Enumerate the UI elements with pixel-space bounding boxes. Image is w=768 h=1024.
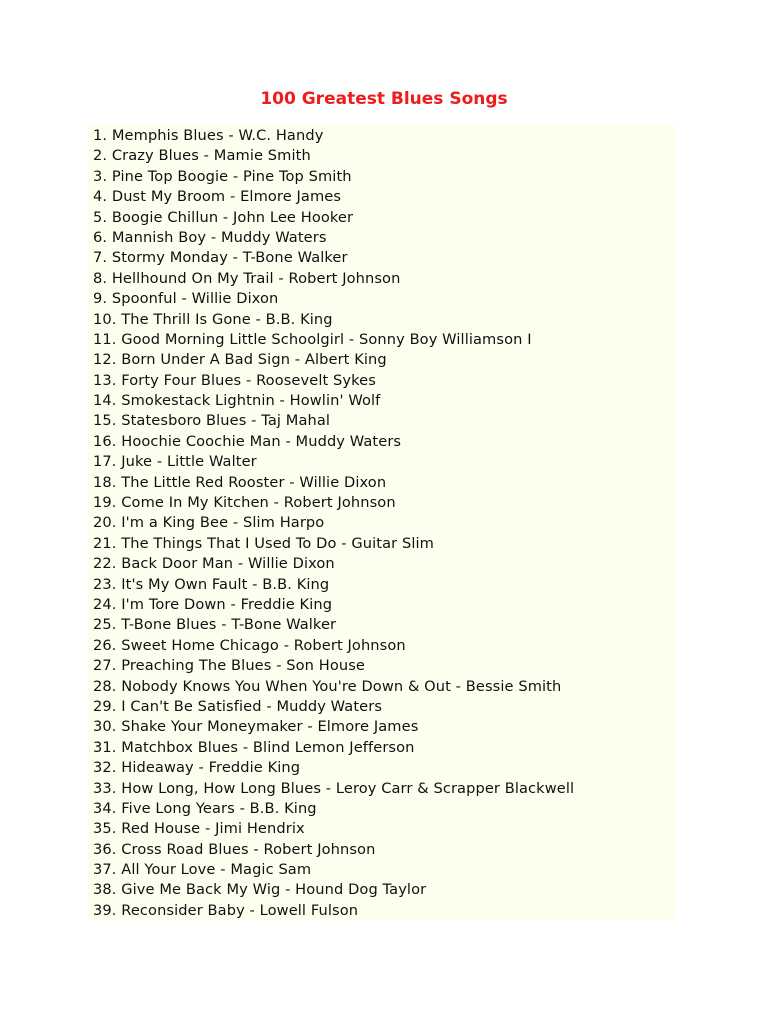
song-list-item: 7. Stormy Monday - T-Bone Walker <box>93 249 348 267</box>
song-list-item: 33. How Long, How Long Blues - Leroy Carr & Scrapper Blackwell <box>93 779 575 797</box>
song-list-item: 13. Forty Four Blues - Roosevelt Sykes <box>93 371 376 389</box>
song-list-item: 39. Reconsider Baby - Lowell Fulson <box>93 901 359 919</box>
song-list-item: 18. The Little Red Rooster - Willie Dixon <box>93 473 387 491</box>
song-list-item: 38. Give Me Back My Wig - Hound Dog Taylor <box>93 881 427 899</box>
song-list-item: 28. Nobody Knows You When You're Down & Out - Bessie Smith <box>93 677 562 695</box>
song-list-item: 21. The Things That I Used To Do - Guitar Slim <box>93 534 434 552</box>
song-list-item: 22. Back Door Man - Willie Dixon <box>93 555 335 573</box>
song-list <box>93 126 676 921</box>
song-list-item: 10. The Thrill Is Gone - B.B. King <box>93 310 333 328</box>
song-list-item: 27. Preaching The Blues - Son House <box>93 657 366 675</box>
song-list-item: 12. Born Under A Bad Sign - Albert King <box>93 351 387 369</box>
song-list-item: 2. Crazy Blues - Mamie Smith <box>93 147 311 165</box>
song-list-item: 8. Hellhound On My Trail - Robert Johnson <box>93 269 401 287</box>
song-list-item: 17. Juke - Little Walter <box>93 453 257 471</box>
song-list-item: 37. All Your Love - Magic Sam <box>93 861 312 879</box>
song-list-item: 3. Pine Top Boogie - Pine Top Smith <box>93 167 352 185</box>
song-list-item: 34. Five Long Years - B.B. King <box>93 799 317 817</box>
song-list-item: 25. T-Bone Blues - T-Bone Walker <box>93 616 337 634</box>
song-list-item: 6. Mannish Boy - Muddy Waters <box>93 228 327 246</box>
song-list-item: 1. Memphis Blues - W.C. Handy <box>93 127 324 144</box>
song-list-item: 29. I Can't Be Satisfied - Muddy Waters <box>93 697 383 715</box>
song-list-item: 23. It's My Own Fault - B.B. King <box>93 575 330 593</box>
song-list-item: 14. Smokestack Lightnin - Howlin' Wolf <box>93 392 381 410</box>
song-list-item: 31. Matchbox Blues - Blind Lemon Jefferson <box>93 738 415 756</box>
page-title: 100 Greatest Blues Songs <box>260 89 508 109</box>
song-list-item: 5. Boogie Chillun - John Lee Hooker <box>93 208 354 226</box>
song-list-item: 36. Cross Road Blues - Robert Johnson <box>93 840 376 858</box>
song-list-item: 19. Come In My Kitchen - Robert Johnson <box>93 494 396 512</box>
song-list-item: 4. Dust My Broom - Elmore James <box>93 188 342 206</box>
song-list-item: 32. Hideaway - Freddie King <box>93 759 301 777</box>
song-list-item: 20. I'm a King Bee - Slim Harpo <box>93 514 325 532</box>
song-list-item: 15. Statesboro Blues - Taj Mahal <box>93 412 331 430</box>
song-list-item: 9. Spoonful - Willie Dixon <box>93 290 279 308</box>
song-list-box <box>88 124 676 920</box>
song-list-item: 16. Hoochie Coochie Man - Muddy Waters <box>93 432 402 450</box>
song-list-item: 35. Red House - Jimi Hendrix <box>93 820 305 838</box>
song-list-item: 11. Good Morning Little Schoolgirl - Sonny Boy Williamson I <box>93 330 532 348</box>
song-list-item: 30. Shake Your Moneymaker - Elmore James <box>93 718 419 736</box>
song-list-item: 26. Sweet Home Chicago - Robert Johnson <box>93 636 406 654</box>
song-list-item: 24. I'm Tore Down - Freddie King <box>93 595 333 613</box>
